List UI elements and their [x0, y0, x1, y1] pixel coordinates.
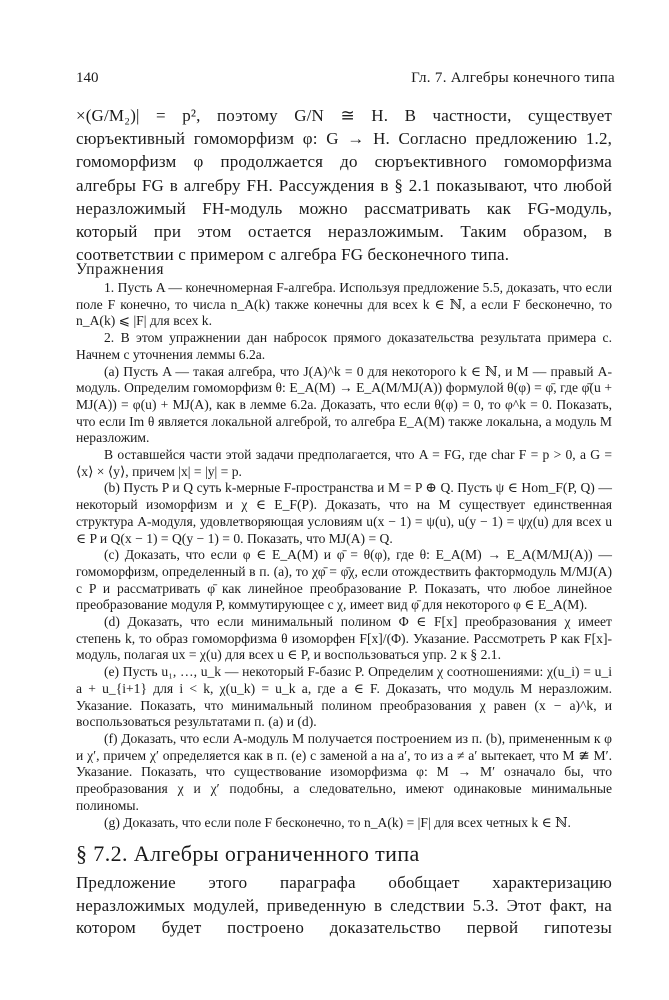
- exercise-item: (d) Доказать, что если минимальный полином Φ ∈ F[x] преобразования χ имеет степень k, то образ гомоморфизма θ изоморфен F[x]/(Φ). Указание. Рассмотреть P как F[x]-модуль, полагая ux = χ(u) для всех u ∈ P, и воспользоваться упр. 2 к § 2.1.: [76, 614, 612, 663]
- section-body: [76, 872, 612, 940]
- exercises-list: [76, 280, 612, 831]
- page-number: 140: [76, 70, 99, 86]
- intro-block: [76, 104, 612, 266]
- exercise-item: (b) Пусть P и Q суть k-мерные F-пространства и M = P ⊕ Q. Пусть ψ ∈ Hom_F(P, Q) — некоторый изоморфизм и χ ∈ E_F(P). Доказать, что на M существует единственная структура A-модуля, удовлетворяющая условиям u(x − 1) = ψ(u), u(y − 1) = ψχ(u) для всех u ∈ P и Q(x − 1) = Q(y − 1) = 0. Показать, что MJ(A) = Q.: [76, 480, 612, 546]
- exercise-item: 1. Пусть A — конечномерная F-алгебра. Используя предложение 5.5, доказать, что если поле F конечно, то числа n_A(k) также конечны для всех k ∈ ℕ, а если F бесконечно, то n_A(k) ⩽ |F| для всех k.: [76, 280, 612, 329]
- exercise-item: (c) Доказать, что если φ ∈ E_A(M) и φ̄ = θ(φ), где θ: E_A(M) → E_A(M/MJ(A)) — гомоморфизм, определенный в п. (а), то χφ̄ = φ̄χ, если отождествить фактормодуль M/MJ(A) с P и рассматривать φ̄ как линейное преобразование P. Показать, что любое линейное преобразование модуля P, коммутирующее с χ, имеет вид φ̄ для некоторого φ ∈ E_A(M).: [76, 547, 612, 613]
- exercise-item: (f) Доказать, что если A-модуль M получается построением из п. (b), примененным к φ и χ′, причем χ′ определяется как в п. (е) с заменой a на a′, то из a ≠ a′ вытекает, что M ≇ M′. Указание. Показать, что существование изоморфизма φ: M → M′ означало бы, что преобразования χ и χ′ подобны, а следовательно, имеют одинаковые минимальные полиномы.: [76, 730, 612, 813]
- exercises-heading: Упражнения: [76, 261, 165, 278]
- section-title: § 7.2. Алгебры ограниченного типа: [76, 841, 420, 866]
- exercise-item: (a) Пусть A — такая алгебра, что J(A)^k = 0 для некоторого k ∈ ℕ, и M — правый A-модуль. Определим гомоморфизм θ: E_A(M) → E_A(M/MJ(A)) формулой θ(φ) = φ̄, где φ̄(u + MJ(A)) = φ(u) + MJ(A), как в лемме 6.2а. Доказать, что если θ(φ) = 0, то φ^k = 0. Показать, что если Im θ является локальной алгеброй, то алгебра E_A(M) также локальна, а модуль M неразложим.: [76, 363, 612, 446]
- intro-paragraph: ×(G/M₂)| = p², поэтому G/N ≅ H. В частности, существует сюръективный гомоморфизм φ: G → H. Согласно предложению 1.2, гомоморфизм φ продолжается до сюръективного гомоморфизма алгебры FG в алгебру FH. Рассуждения в § 2.1 показывают, что любой неразложимый FH-модуль можно рассматривать как FG-модуль, который при этом остается неразложимым. Таким образом, в соответствии с примером с алгебра FG бесконечного типа.: [76, 106, 612, 265]
- exercise-item: (e) Пусть u₁, …, u_k — некоторый F-базис P. Определим χ соотношениями: χ(u_i) = u_i a + u_{i+1} для i < k, χ(u_k) = u_k a, где a ∈ F. Доказать, что модуль M неразложим. Указание. Показать, что минимальный полином преобразования χ равен (x − a)^k, и воспользоваться результатами п. (а) и (d).: [76, 664, 612, 730]
- exercise-item: В оставшейся части этой задачи предполагается, что A = FG, где char F = p > 0, а G = ⟨x⟩ × ⟨y⟩, причем |x| = |y| = p.: [76, 447, 612, 479]
- page-header: [76, 70, 615, 90]
- running-title: Гл. 7. Алгебры конечного типа: [411, 70, 615, 86]
- exercise-item: 2. В этом упражнении дан набросок прямого доказательства результата примера с. Начнем с уточнения леммы 6.2а.: [76, 330, 612, 362]
- section-paragraph: Предложение этого параграфа обобщает характеризацию неразложимых модулей, приведенную в следствии 5.3. Этот факт, на котором будет построено доказательство первой гипотезы: [76, 873, 612, 938]
- exercise-item: (g) Доказать, что если поле F бесконечно, то n_A(k) = |F| для всех четных k ∈ ℕ.: [104, 814, 571, 830]
